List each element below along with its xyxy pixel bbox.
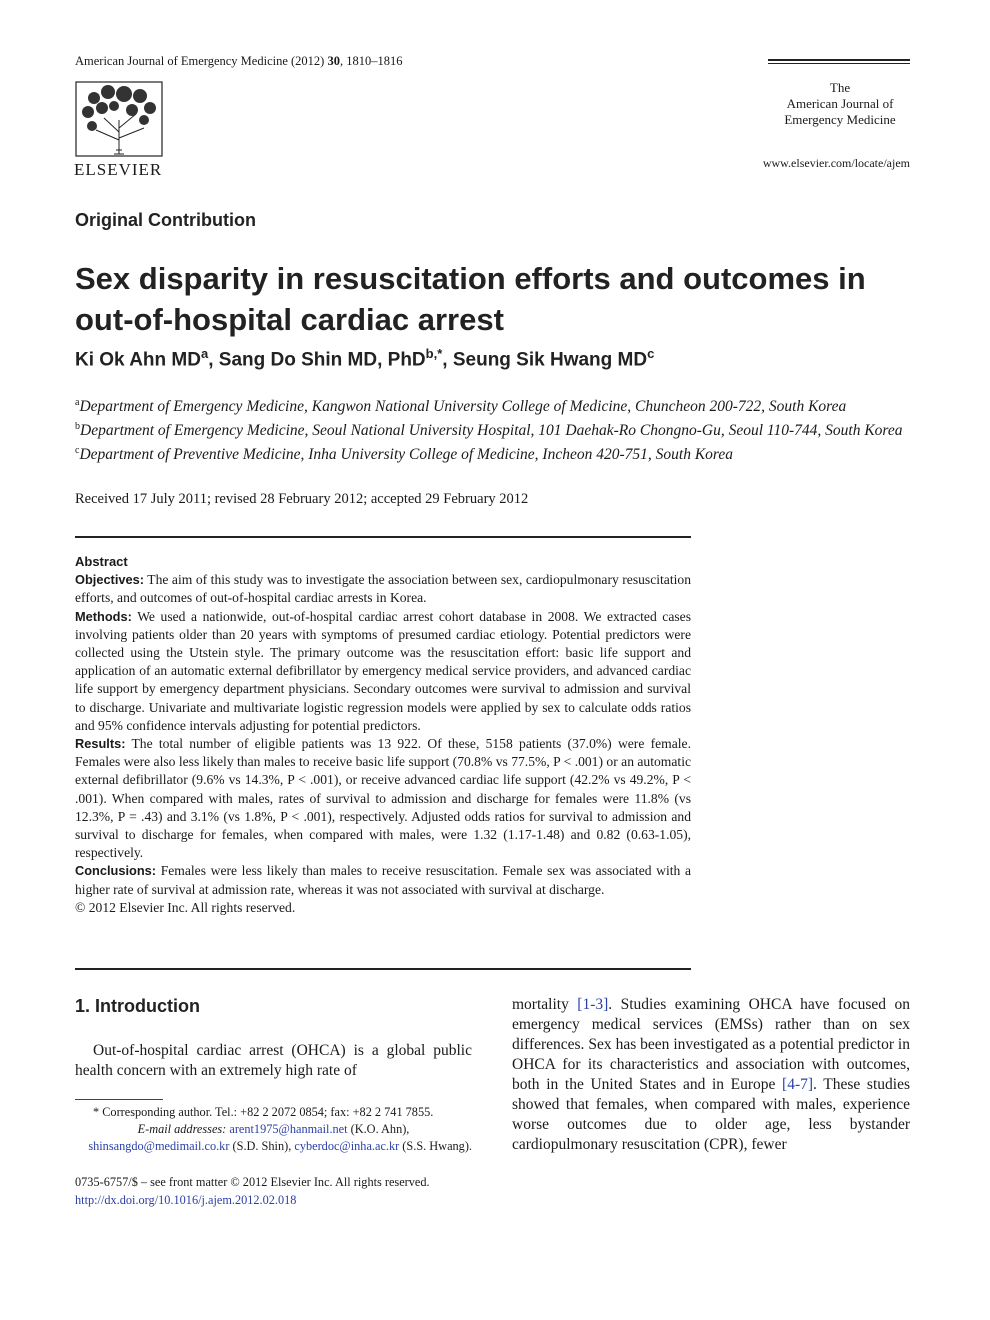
section-label: Original Contribution [75,210,256,230]
elsevier-logo [74,80,164,180]
abstract-objectives: Objectives: The aim of this study was to investigate the association between sex, cardiopulmonary resuscitation efforts, and outcomes of out-of-hospital cardiac arrests in Korea. [75,572,691,606]
abstract-conclusions: Conclusions: Females were less likely than males to receive resuscitation. Female sex was associated with a higher rate of survival at admission rate, whereas it was not associated with survival at discharge. [75,863,691,897]
introduction-heading: 1. Introduction [75,996,200,1016]
reference-link[interactable]: [1-3] [577,996,609,1013]
front-matter: 0735-6757/$ – see front matter © 2012 Elsevier Inc. All rights reserved. http://dx.doi.org/10.1016/j.ajem.2012.02.018 [75,1173,472,1209]
received-dates: Received 17 July 2011; revised 28 February 2012; accepted 29 February 2012 [75,491,529,507]
affiliations [75,393,915,465]
corresponding-footnote: * Corresponding author. Tel.: +82 2 2072 0854; fax: +82 2 741 7855. E-mail addresses: arent1975@hanmail.net (K.O. Ahn), shinsangdo@medimail.co.kr (S.D. Shin), cyberdoc@inha.ac.kr (S.S. Hwang). [88,1105,472,1153]
elsevier-tree-icon [74,80,164,158]
author-name: Ki Ok Ahn MD [75,349,201,371]
doi-link[interactable]: http://dx.doi.org/10.1016/j.ajem.2012.02.018 [75,1193,297,1207]
affiliation: $^a$Department of Emergency Medicine, Kangwon National University College of Medicine, Chuncheon 200-722, South Korea [75,397,847,416]
email-link[interactable]: arent1975@hanmail.net [229,1122,348,1136]
affiliation: $^b$Department of Emergency Medicine, Seoul National University Hospital, 101 Daehak-Ro Chongno-Gu, Seoul 110-744, South Korea [75,421,903,440]
journal-citation: American Journal of Emergency Medicine (2012) 30, 1810–1816 [75,54,403,68]
author-name: Sang Do Shin MD, PhD [218,349,426,371]
abstract-heading: Abstract [75,554,128,569]
email-link[interactable]: shinsangdo@medimail.co.kr [88,1139,230,1153]
journal-url[interactable]: www.elsevier.com/locate/ajem [762,156,910,170]
footnote-rule [75,1099,163,1100]
author-list: Ki Ok Ahn $MD^a$, Sang Do Shin MD, PhD$^{b,*}$, Seung Sik Hwang $MD^c$ [75,346,655,371]
header-rule [768,59,910,61]
intro-right-column: mortality [1-3]. Studies examining OHCA have focused on emergency medical services (EMSs) rather than on sex differences. Sex has been investigated as a potential predictor in OHCA for its characteristics and association with outcomes, both in the United States and in Europe [4-7]. These studies showed that females, when compared with males, experience worse outcomes due to older age, less bystander cardiopulmonary resuscitation (CPR), fewer [512,996,910,1153]
header-rule-thin [768,63,910,64]
journal-volume: 30 [327,54,340,68]
abstract [75,553,691,917]
abstract-methods: Methods: We used a nationwide, out-of-hospital cardiac arrest cohort database in 2008. We extracted cases involving patients older than 20 years with symptoms of presumed cardiac etiology. Potential predictors were collected using the Utstein style. The primary outcome was the resuscitation effort: basic life support and application of an automatic external defibrillator by emergency medical service providers, and advanced cardiac life support by emergency department physicians. Secondary outcomes were survival to admission and survival to discharge. Univariate and multivariate logistic regression models were applied by sex to calculate odds ratios and 95% confidence intervals adjusting for potential predictors. [75,608,691,733]
abstract-copyright: © 2012 Elsevier Inc. All rights reserved. [75,899,296,915]
email-link[interactable]: cyberdoc@inha.ac.kr [294,1139,400,1153]
reference-link[interactable]: [4-7] [782,1076,814,1093]
author-name: Seung Sik Hwang MD [452,349,648,371]
journal-logo: The American Journal of Emergency Medicine [784,80,896,127]
affiliation: $^c$Department of Preventive Medicine, Inha University College of Medicine, Incheon 420-751, South Korea [75,445,733,464]
article-title: Sex disparity in resuscitation efforts and outcomes in out-of-hospital cardiac arrest [75,261,866,337]
intro-left-column: Out-of-hospital cardiac arrest (OHCA) is a global public health concern with an extremely high rate of [75,1042,472,1079]
abstract-results: Results: The total number of eligible patients was 13 922. Of these, 5158 patients (37.0%) were female. Females were also less likely than males to receive basic life support (70.8% vs 77.5%, P < .001) or an automatic external defibrillator (9.6% vs 14.3%, P < .001), or receive advanced cardiac life support (42.2% vs 49.2%, P < .001). When compared with males, rates of survival to admission and discharge for females were 11.8% (vs 12.3%, P = .43) and 3.1% (vs 1.8%, P < .001), respectively. Adjusted odds ratios for survival to admission and survival to discharge for females, when compared with males, were 1.32 (1.17-1.48) and 0.82 (0.63-1.05), respectively. [75,736,691,861]
abstract-bottom-rule [75,968,691,970]
publisher-name: ELSEVIER [74,160,163,179]
abstract-top-rule [75,536,691,538]
